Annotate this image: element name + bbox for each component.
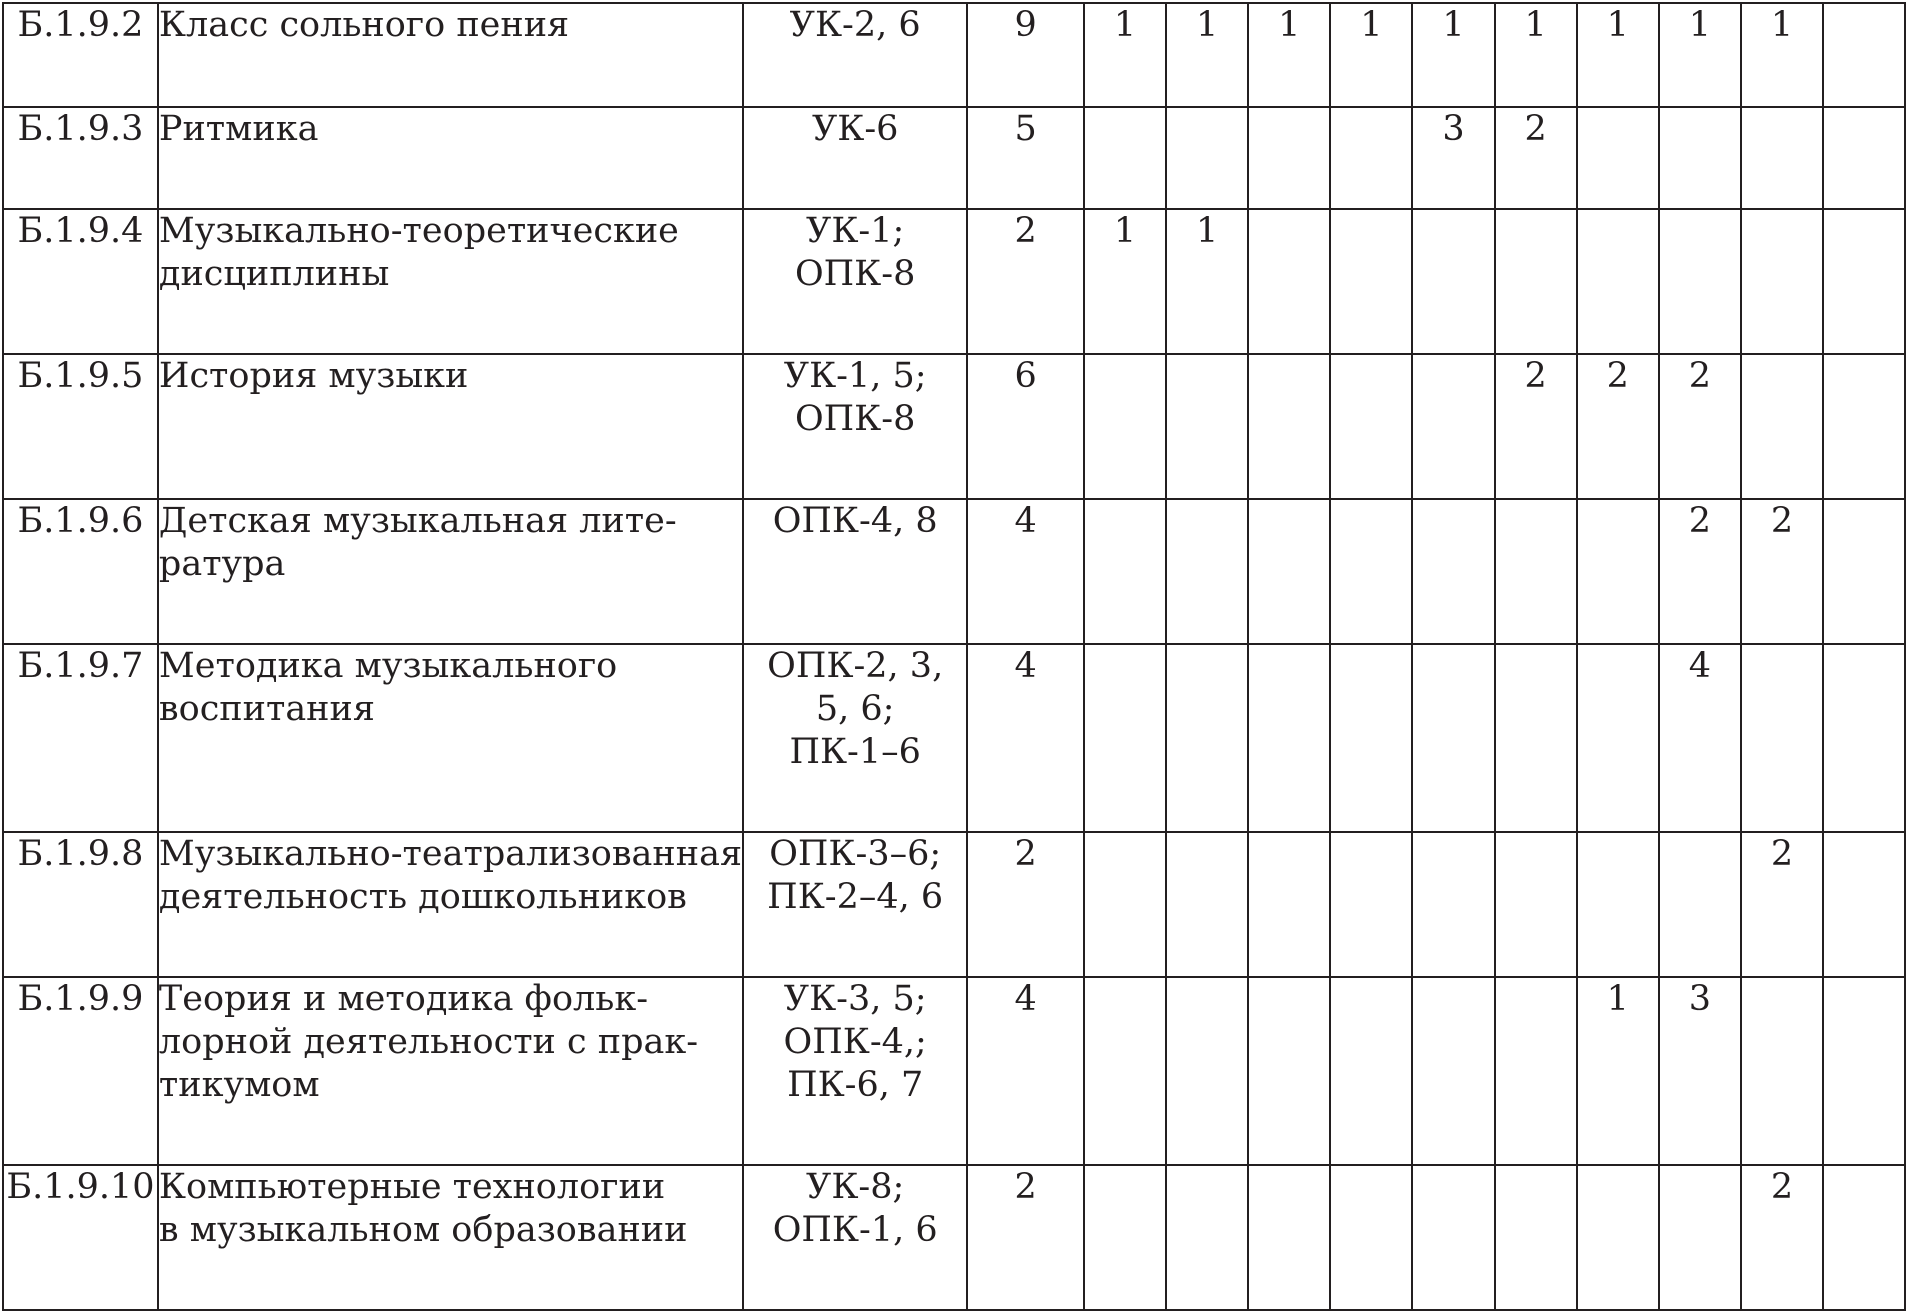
semester-cell (1084, 977, 1166, 1165)
semester-cell (1166, 107, 1248, 209)
semester-cell (1412, 209, 1494, 354)
semester-cell (1495, 209, 1577, 354)
semester-cell (1330, 977, 1412, 1165)
semester-cell (1823, 832, 1905, 977)
semester-cell (1659, 107, 1741, 209)
table-row (3, 107, 1905, 209)
discipline-code: Б.1.9.5 (3, 354, 158, 499)
semester-cell (1166, 1165, 1248, 1310)
total-credits: 9 (967, 3, 1084, 107)
semester-cell (1659, 832, 1741, 977)
competency-line: ОПК-4,; (783, 1022, 927, 1062)
competency-line: ПК-2–4, 6 (767, 877, 944, 917)
discipline-code: Б.1.9.7 (3, 644, 158, 832)
competencies (743, 354, 967, 499)
discipline-name-line: История музыки (158, 356, 469, 396)
competency-line: УК-3, 5; (783, 979, 927, 1019)
semester-cell: 2 (1495, 354, 1577, 499)
semester-cell (1577, 1165, 1659, 1310)
semester-cell (1248, 107, 1330, 209)
semester-cell (1741, 209, 1823, 354)
discipline-name (158, 832, 743, 977)
semester-cell (1495, 644, 1577, 832)
discipline-name (158, 499, 743, 644)
semester-cell (1084, 499, 1166, 644)
semester-cell (1741, 107, 1823, 209)
discipline-name (158, 209, 743, 354)
semester-cell: 1 (1495, 3, 1577, 107)
semester-cell (1412, 977, 1494, 1165)
discipline-name (158, 644, 743, 832)
semester-cell (1330, 832, 1412, 977)
table-row (3, 499, 1905, 644)
discipline-name-line: Детская музыкальная лите- (158, 501, 677, 541)
semester-cell (1084, 1165, 1166, 1310)
competencies (743, 977, 967, 1165)
semester-cell: 1 (1577, 977, 1659, 1165)
discipline-name-line: лорной деятельности с прак- (158, 1022, 699, 1062)
competency-line: ОПК-1, 6 (772, 1210, 938, 1250)
semester-cell (1412, 499, 1494, 644)
semester-cell (1084, 354, 1166, 499)
semester-cell (1248, 644, 1330, 832)
total-credits: 5 (967, 107, 1084, 209)
discipline-name-line: Класс сольного пения (158, 5, 570, 45)
semester-cell (1330, 209, 1412, 354)
discipline-name-line: деятельность дошкольников (158, 877, 687, 917)
semester-cell (1330, 1165, 1412, 1310)
semester-cell (1412, 832, 1494, 977)
discipline-name-line: воспитания (158, 689, 375, 729)
semester-cell (1823, 644, 1905, 832)
discipline-name (158, 1165, 743, 1310)
semester-cell (1084, 832, 1166, 977)
competencies (743, 209, 967, 354)
competencies (743, 107, 967, 209)
discipline-code: Б.1.9.8 (3, 832, 158, 977)
curriculum-table (2, 2, 1906, 1311)
semester-cell (1248, 209, 1330, 354)
discipline-code: Б.1.9.3 (3, 107, 158, 209)
semester-cell (1823, 354, 1905, 499)
semester-cell (1823, 209, 1905, 354)
table-row (3, 644, 1905, 832)
semester-cell (1166, 644, 1248, 832)
semester-cell (1166, 499, 1248, 644)
discipline-name (158, 354, 743, 499)
semester-cell (1495, 1165, 1577, 1310)
discipline-name-line: Ритмика (158, 109, 319, 149)
semester-cell: 3 (1412, 107, 1494, 209)
discipline-name (158, 107, 743, 209)
table-row (3, 354, 1905, 499)
semester-cell: 1 (1166, 209, 1248, 354)
semester-cell (1330, 644, 1412, 832)
semester-cell (1330, 499, 1412, 644)
semester-cell (1741, 644, 1823, 832)
semester-cell: 4 (1659, 644, 1741, 832)
discipline-name-line: Методика музыкального (158, 646, 618, 686)
semester-cell (1248, 1165, 1330, 1310)
competencies (743, 832, 967, 977)
total-credits: 4 (967, 644, 1084, 832)
semester-cell: 2 (1659, 354, 1741, 499)
semester-cell (1412, 1165, 1494, 1310)
semester-cell: 2 (1659, 499, 1741, 644)
discipline-code: Б.1.9.6 (3, 499, 158, 644)
semester-cell (1823, 3, 1905, 107)
semester-cell (1823, 107, 1905, 209)
total-credits: 2 (967, 209, 1084, 354)
semester-cell: 3 (1659, 977, 1741, 1165)
semester-cell: 2 (1577, 354, 1659, 499)
semester-cell (1248, 977, 1330, 1165)
competency-line: УК-6 (811, 109, 899, 149)
discipline-code: Б.1.9.9 (3, 977, 158, 1165)
semester-cell: 1 (1084, 209, 1166, 354)
competencies (743, 644, 967, 832)
competency-line: 5, 6; (815, 689, 895, 729)
discipline-name (158, 3, 743, 107)
discipline-name-line: Музыкально-теоретические (158, 211, 679, 251)
total-credits: 2 (967, 832, 1084, 977)
semester-cell (1823, 499, 1905, 644)
semester-cell (1823, 1165, 1905, 1310)
semester-cell (1248, 354, 1330, 499)
total-credits: 2 (967, 1165, 1084, 1310)
competencies (743, 3, 967, 107)
semester-cell (1495, 977, 1577, 1165)
competencies (743, 499, 967, 644)
competency-line: ПК-6, 7 (787, 1065, 924, 1105)
discipline-name-line: Музыкально-театрализованная (158, 834, 743, 874)
discipline-name-line: Теория и методика фольк- (158, 979, 649, 1019)
semester-cell (1577, 499, 1659, 644)
semester-cell: 1 (1659, 3, 1741, 107)
competency-line: ОПК-2, 3, (767, 646, 944, 686)
semester-cell: 1 (1248, 3, 1330, 107)
competency-line: УК-8; (806, 1167, 905, 1207)
semester-cell: 1 (1330, 3, 1412, 107)
semester-cell (1495, 499, 1577, 644)
semester-cell (1330, 354, 1412, 499)
semester-cell (1166, 354, 1248, 499)
semester-cell (1412, 644, 1494, 832)
semester-cell (1659, 1165, 1741, 1310)
competencies (743, 1165, 967, 1310)
competency-line: ОПК-3–6; (769, 834, 942, 874)
semester-cell: 1 (1412, 3, 1494, 107)
semester-cell (1412, 354, 1494, 499)
semester-cell: 1 (1084, 3, 1166, 107)
total-credits: 4 (967, 977, 1084, 1165)
table-row (3, 1165, 1905, 1310)
discipline-code: Б.1.9.4 (3, 209, 158, 354)
semester-cell (1248, 832, 1330, 977)
semester-cell (1741, 354, 1823, 499)
semester-cell: 1 (1166, 3, 1248, 107)
discipline-code: Б.1.9.10 (3, 1165, 158, 1310)
discipline-name-line: ратура (158, 544, 286, 584)
competency-line: ПК-1–6 (789, 732, 921, 772)
discipline-name-line: тикумом (158, 1065, 320, 1105)
competency-line: ОПК-4, 8 (772, 501, 938, 541)
semester-cell (1577, 644, 1659, 832)
semester-cell (1084, 644, 1166, 832)
table-row (3, 977, 1905, 1165)
semester-cell: 2 (1741, 1165, 1823, 1310)
semester-cell (1330, 107, 1412, 209)
semester-cell (1495, 832, 1577, 977)
semester-cell (1659, 209, 1741, 354)
semester-cell (1577, 107, 1659, 209)
semester-cell (1577, 832, 1659, 977)
table-row (3, 209, 1905, 354)
semester-cell: 1 (1741, 3, 1823, 107)
semester-cell (1823, 977, 1905, 1165)
discipline-name (158, 977, 743, 1165)
semester-cell (1248, 499, 1330, 644)
competency-line: УК-2, 6 (789, 5, 921, 45)
competency-line: УК-1; (806, 211, 905, 251)
semester-cell: 2 (1741, 499, 1823, 644)
semester-cell (1741, 977, 1823, 1165)
discipline-code: Б.1.9.2 (3, 3, 158, 107)
semester-cell (1084, 107, 1166, 209)
semester-cell: 1 (1577, 3, 1659, 107)
discipline-name-line: Компьютерные технологии (158, 1167, 666, 1207)
semester-cell (1577, 209, 1659, 354)
semester-cell (1166, 832, 1248, 977)
competency-line: ОПК-8 (794, 254, 916, 294)
competency-line: УК-1, 5; (783, 356, 927, 396)
semester-cell (1166, 977, 1248, 1165)
semester-cell: 2 (1495, 107, 1577, 209)
competency-line: ОПК-8 (794, 399, 916, 439)
total-credits: 6 (967, 354, 1084, 499)
discipline-name-line: в музыкальном образовании (158, 1210, 688, 1250)
total-credits: 4 (967, 499, 1084, 644)
table-row (3, 3, 1905, 107)
table-row (3, 832, 1905, 977)
discipline-name-line: дисциплины (158, 254, 390, 294)
semester-cell: 2 (1741, 832, 1823, 977)
